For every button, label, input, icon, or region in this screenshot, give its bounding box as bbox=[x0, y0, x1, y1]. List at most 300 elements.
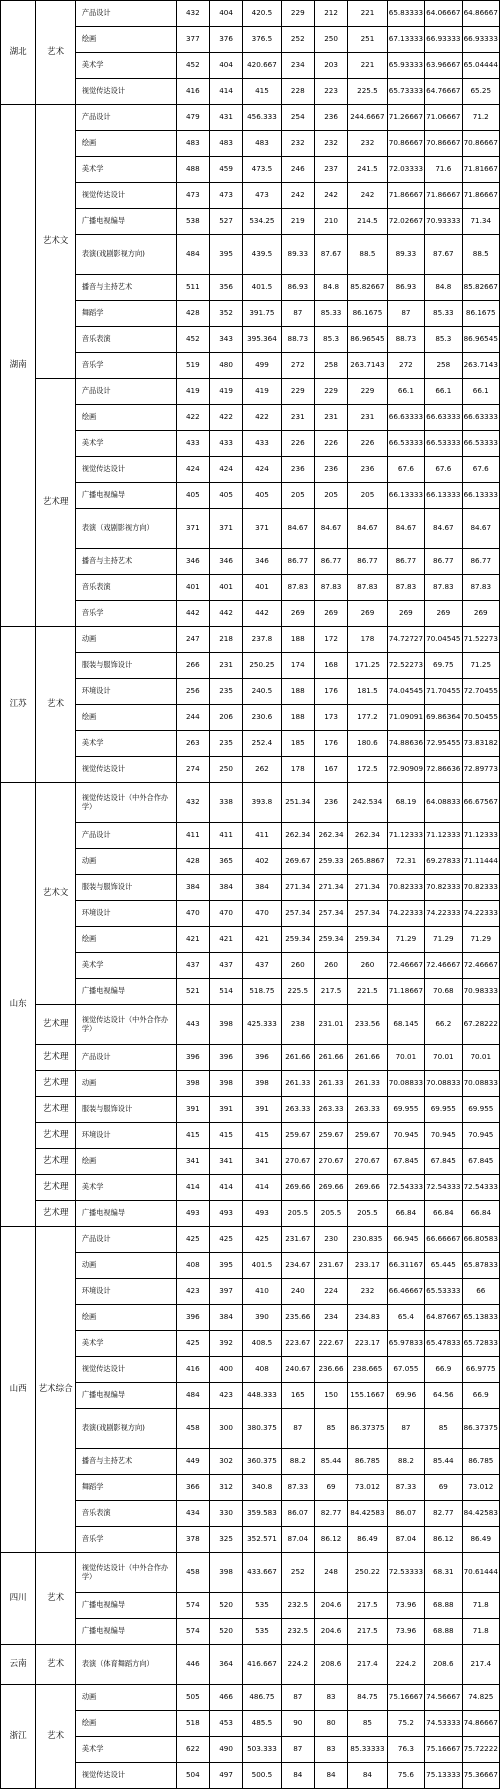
avg-score-cell: 230.6 bbox=[243, 705, 281, 731]
table-row bbox=[1, 235, 500, 275]
avg-score-cell: 439.5 bbox=[243, 235, 281, 275]
max-score-cell: 428 bbox=[176, 849, 209, 875]
sub-avg-cell: 260 bbox=[348, 953, 388, 979]
avg-score-cell: 410 bbox=[243, 1279, 281, 1305]
max-score-cell: 443 bbox=[176, 1005, 209, 1045]
sub-avg-cell: 177.2 bbox=[348, 705, 388, 731]
table-row bbox=[1, 1071, 500, 1097]
comp-min-cell: 66.13333 bbox=[425, 483, 462, 509]
comp-max-cell: 84.67 bbox=[387, 509, 424, 549]
comp-avg-cell: 70.61444 bbox=[462, 1553, 499, 1593]
avg-score-cell: 424 bbox=[243, 457, 281, 483]
sub-max-cell: 261.66 bbox=[281, 1045, 314, 1071]
sub-avg-cell: 262.34 bbox=[348, 823, 388, 849]
table-row bbox=[1, 705, 500, 731]
sub-max-cell: 205 bbox=[281, 483, 314, 509]
min-score-cell: 404 bbox=[209, 1, 242, 27]
comp-min-cell: 65.47833 bbox=[425, 1331, 462, 1357]
sub-avg-cell: 259.34 bbox=[348, 927, 388, 953]
comp-max-cell: 71.18667 bbox=[387, 979, 424, 1005]
min-score-cell: 364 bbox=[209, 1645, 242, 1685]
comp-avg-cell: 70.86667 bbox=[462, 131, 499, 157]
sub-min-cell: 87.67 bbox=[314, 235, 347, 275]
comp-avg-cell: 66.13333 bbox=[462, 483, 499, 509]
sub-min-cell: 261.33 bbox=[314, 1071, 347, 1097]
avg-score-cell: 402 bbox=[243, 849, 281, 875]
comp-avg-cell: 65.72833 bbox=[462, 1331, 499, 1357]
comp-max-cell: 71.26667 bbox=[387, 105, 424, 131]
table-row bbox=[1, 1553, 500, 1593]
min-score-cell: 376 bbox=[209, 27, 242, 53]
sub-avg-cell: 230.835 bbox=[348, 1227, 388, 1253]
sub-max-cell: 238 bbox=[281, 1005, 314, 1045]
min-score-cell: 398 bbox=[209, 1553, 242, 1593]
sub-avg-cell: 87.83 bbox=[348, 575, 388, 601]
min-score-cell: 423 bbox=[209, 1383, 242, 1409]
max-score-cell: 346 bbox=[176, 549, 209, 575]
category-cell: 艺术 bbox=[36, 1685, 76, 1789]
major-cell: 广播电视编导 bbox=[75, 1619, 176, 1645]
major-cell: 动画 bbox=[75, 627, 176, 653]
sub-avg-cell: 86.49 bbox=[348, 1527, 388, 1553]
max-score-cell: 416 bbox=[176, 79, 209, 105]
major-cell: 环境设计 bbox=[75, 679, 176, 705]
comp-avg-cell: 66 bbox=[462, 1279, 499, 1305]
min-score-cell: 493 bbox=[209, 1201, 242, 1227]
min-score-cell: 231 bbox=[209, 653, 242, 679]
avg-score-cell: 346 bbox=[243, 549, 281, 575]
table-row bbox=[1, 1737, 500, 1763]
comp-min-cell: 70.945 bbox=[425, 1123, 462, 1149]
major-cell: 视觉传达设计（中外合作办学） bbox=[75, 783, 176, 823]
comp-avg-cell: 269 bbox=[462, 601, 499, 627]
avg-score-cell: 359.583 bbox=[243, 1501, 281, 1527]
sub-max-cell: 234.67 bbox=[281, 1253, 314, 1279]
table-row bbox=[1, 1045, 500, 1071]
comp-min-cell: 66.2 bbox=[425, 1005, 462, 1045]
comp-avg-cell: 75.36667 bbox=[462, 1763, 499, 1789]
comp-min-cell: 85.33 bbox=[425, 301, 462, 327]
min-score-cell: 414 bbox=[209, 1175, 242, 1201]
sub-avg-cell: 221 bbox=[348, 1, 388, 27]
comp-min-cell: 86.12 bbox=[425, 1527, 462, 1553]
max-score-cell: 484 bbox=[176, 1383, 209, 1409]
max-score-cell: 366 bbox=[176, 1475, 209, 1501]
comp-max-cell: 71.86667 bbox=[387, 183, 424, 209]
sub-max-cell: 236 bbox=[281, 457, 314, 483]
sub-avg-cell: 259.67 bbox=[348, 1123, 388, 1149]
sub-avg-cell: 263.7143 bbox=[348, 353, 388, 379]
major-cell: 音乐表演 bbox=[75, 327, 176, 353]
sub-min-cell: 205.5 bbox=[314, 1201, 347, 1227]
max-score-cell: 538 bbox=[176, 209, 209, 235]
major-cell: 音乐表演 bbox=[75, 1501, 176, 1527]
comp-min-cell: 69 bbox=[425, 1475, 462, 1501]
avg-score-cell: 535 bbox=[243, 1593, 281, 1619]
avg-score-cell: 376.5 bbox=[243, 27, 281, 53]
comp-min-cell: 85.3 bbox=[425, 327, 462, 353]
min-score-cell: 235 bbox=[209, 679, 242, 705]
sub-max-cell: 260 bbox=[281, 953, 314, 979]
sub-max-cell: 240 bbox=[281, 1279, 314, 1305]
comp-min-cell: 70.01 bbox=[425, 1045, 462, 1071]
major-cell: 表演(戏剧影视方向) bbox=[75, 235, 176, 275]
sub-max-cell: 270.67 bbox=[281, 1149, 314, 1175]
sub-avg-cell: 257.34 bbox=[348, 901, 388, 927]
sub-min-cell: 259.34 bbox=[314, 927, 347, 953]
min-score-cell: 371 bbox=[209, 509, 242, 549]
table-row bbox=[1, 327, 500, 353]
sub-avg-cell: 233.17 bbox=[348, 1253, 388, 1279]
sub-min-cell: 217.5 bbox=[314, 979, 347, 1005]
sub-min-cell: 82.77 bbox=[314, 1501, 347, 1527]
comp-min-cell: 85.44 bbox=[425, 1449, 462, 1475]
table-row bbox=[1, 979, 500, 1005]
comp-avg-cell: 71.11444 bbox=[462, 849, 499, 875]
sub-min-cell: 259.33 bbox=[314, 849, 347, 875]
sub-avg-cell: 241.5 bbox=[348, 157, 388, 183]
major-cell: 产品设计 bbox=[75, 379, 176, 405]
table-row bbox=[1, 1201, 500, 1227]
major-cell: 广播电视编导 bbox=[75, 209, 176, 235]
comp-max-cell: 73.96 bbox=[387, 1619, 424, 1645]
sub-avg-cell: 269 bbox=[348, 601, 388, 627]
comp-min-cell: 68.31 bbox=[425, 1553, 462, 1593]
max-score-cell: 423 bbox=[176, 1279, 209, 1305]
avg-score-cell: 499 bbox=[243, 353, 281, 379]
major-cell: 视觉传达设计（中外合作办学） bbox=[75, 1553, 176, 1593]
major-cell: 美术学 bbox=[75, 1331, 176, 1357]
comp-max-cell: 71.09091 bbox=[387, 705, 424, 731]
sub-min-cell: 172 bbox=[314, 627, 347, 653]
avg-score-cell: 380.375 bbox=[243, 1409, 281, 1449]
comp-max-cell: 72.52273 bbox=[387, 653, 424, 679]
min-score-cell: 470 bbox=[209, 901, 242, 927]
comp-avg-cell: 70.01 bbox=[462, 1045, 499, 1071]
comp-max-cell: 72.54333 bbox=[387, 1175, 424, 1201]
province-cell: 山东 bbox=[1, 783, 36, 1227]
sub-avg-cell: 221 bbox=[348, 53, 388, 79]
sub-min-cell: 234 bbox=[314, 1305, 347, 1331]
max-score-cell: 449 bbox=[176, 1449, 209, 1475]
sub-max-cell: 269 bbox=[281, 601, 314, 627]
sub-avg-cell: 181.5 bbox=[348, 679, 388, 705]
max-score-cell: 411 bbox=[176, 823, 209, 849]
min-score-cell: 341 bbox=[209, 1149, 242, 1175]
comp-max-cell: 66.1 bbox=[387, 379, 424, 405]
sub-min-cell: 83 bbox=[314, 1685, 347, 1711]
comp-avg-cell: 88.5 bbox=[462, 235, 499, 275]
sub-avg-cell: 86.1675 bbox=[348, 301, 388, 327]
avg-score-cell: 456.333 bbox=[243, 105, 281, 131]
sub-min-cell: 168 bbox=[314, 653, 347, 679]
major-cell: 绘画 bbox=[75, 1149, 176, 1175]
min-score-cell: 514 bbox=[209, 979, 242, 1005]
major-cell: 舞蹈学 bbox=[75, 301, 176, 327]
category-cell: 艺术文 bbox=[36, 783, 76, 1005]
comp-max-cell: 70.08833 bbox=[387, 1071, 424, 1097]
sub-max-cell: 84 bbox=[281, 1763, 314, 1789]
min-score-cell: 346 bbox=[209, 549, 242, 575]
sub-avg-cell: 238.665 bbox=[348, 1357, 388, 1383]
min-score-cell: 392 bbox=[209, 1331, 242, 1357]
sub-avg-cell: 171.25 bbox=[348, 653, 388, 679]
sub-avg-cell: 271.34 bbox=[348, 875, 388, 901]
sub-avg-cell: 217.4 bbox=[348, 1645, 388, 1685]
province-cell: 山西 bbox=[1, 1227, 36, 1553]
sub-max-cell: 232.5 bbox=[281, 1619, 314, 1645]
comp-max-cell: 75.6 bbox=[387, 1763, 424, 1789]
comp-max-cell: 74.04545 bbox=[387, 679, 424, 705]
sub-avg-cell: 231 bbox=[348, 405, 388, 431]
avg-score-cell: 415 bbox=[243, 1123, 281, 1149]
comp-avg-cell: 66.67567 bbox=[462, 783, 499, 823]
comp-min-cell: 66.1 bbox=[425, 379, 462, 405]
avg-score-cell: 405 bbox=[243, 483, 281, 509]
sub-max-cell: 87 bbox=[281, 301, 314, 327]
sub-max-cell: 271.34 bbox=[281, 875, 314, 901]
sub-min-cell: 224 bbox=[314, 1279, 347, 1305]
category-cell: 艺术理 bbox=[36, 1123, 76, 1149]
min-score-cell: 414 bbox=[209, 79, 242, 105]
comp-max-cell: 70.01 bbox=[387, 1045, 424, 1071]
min-score-cell: 415 bbox=[209, 1123, 242, 1149]
sub-min-cell: 85.44 bbox=[314, 1449, 347, 1475]
sub-min-cell: 205 bbox=[314, 483, 347, 509]
comp-avg-cell: 86.37375 bbox=[462, 1409, 499, 1449]
min-score-cell: 396 bbox=[209, 1045, 242, 1071]
sub-min-cell: 258 bbox=[314, 353, 347, 379]
major-cell: 绘画 bbox=[75, 27, 176, 53]
sub-min-cell: 226 bbox=[314, 431, 347, 457]
comp-min-cell: 87.83 bbox=[425, 575, 462, 601]
comp-avg-cell: 263.7143 bbox=[462, 353, 499, 379]
table-row bbox=[1, 157, 500, 183]
sub-avg-cell: 180.6 bbox=[348, 731, 388, 757]
comp-min-cell: 82.77 bbox=[425, 1501, 462, 1527]
comp-max-cell: 87.04 bbox=[387, 1527, 424, 1553]
sub-max-cell: 87.83 bbox=[281, 575, 314, 601]
sub-min-cell: 85 bbox=[314, 1409, 347, 1449]
min-score-cell: 405 bbox=[209, 483, 242, 509]
province-cell: 四川 bbox=[1, 1553, 36, 1645]
min-score-cell: 250 bbox=[209, 757, 242, 783]
sub-min-cell: 84 bbox=[314, 1763, 347, 1789]
major-cell: 广播电视编导 bbox=[75, 1383, 176, 1409]
comp-min-cell: 64.08833 bbox=[425, 783, 462, 823]
sub-min-cell: 236 bbox=[314, 457, 347, 483]
max-score-cell: 483 bbox=[176, 131, 209, 157]
sub-max-cell: 90 bbox=[281, 1711, 314, 1737]
max-score-cell: 458 bbox=[176, 1553, 209, 1593]
comp-avg-cell: 73.012 bbox=[462, 1475, 499, 1501]
major-cell: 绘画 bbox=[75, 405, 176, 431]
comp-avg-cell: 74.22333 bbox=[462, 901, 499, 927]
min-score-cell: 497 bbox=[209, 1763, 242, 1789]
comp-min-cell: 64.56 bbox=[425, 1383, 462, 1409]
comp-avg-cell: 71.86667 bbox=[462, 183, 499, 209]
comp-avg-cell: 71.8 bbox=[462, 1593, 499, 1619]
comp-max-cell: 89.33 bbox=[387, 235, 424, 275]
sub-min-cell: 84.67 bbox=[314, 509, 347, 549]
comp-max-cell: 65.93333 bbox=[387, 53, 424, 79]
avg-score-cell: 433.667 bbox=[243, 1553, 281, 1593]
comp-max-cell: 67.055 bbox=[387, 1357, 424, 1383]
major-cell: 美术学 bbox=[75, 53, 176, 79]
comp-avg-cell: 70.08833 bbox=[462, 1071, 499, 1097]
table-row bbox=[1, 875, 500, 901]
sub-min-cell: 261.66 bbox=[314, 1045, 347, 1071]
comp-avg-cell: 65.87833 bbox=[462, 1253, 499, 1279]
comp-avg-cell: 86.49 bbox=[462, 1527, 499, 1553]
table-row bbox=[1, 79, 500, 105]
sub-avg-cell: 84.42583 bbox=[348, 1501, 388, 1527]
min-score-cell: 411 bbox=[209, 823, 242, 849]
comp-avg-cell: 72.46667 bbox=[462, 953, 499, 979]
major-cell: 广播电视编导 bbox=[75, 483, 176, 509]
category-cell: 艺术理 bbox=[36, 1097, 76, 1123]
sub-min-cell: 269.66 bbox=[314, 1175, 347, 1201]
table-body bbox=[1, 1, 500, 1789]
major-cell: 视觉传达设计 bbox=[75, 1763, 176, 1789]
table-row bbox=[1, 627, 500, 653]
min-score-cell: 520 bbox=[209, 1593, 242, 1619]
comp-min-cell: 74.56667 bbox=[425, 1685, 462, 1711]
avg-score-cell: 414 bbox=[243, 1175, 281, 1201]
max-score-cell: 428 bbox=[176, 301, 209, 327]
min-score-cell: 218 bbox=[209, 627, 242, 653]
category-cell: 艺术理 bbox=[36, 1201, 76, 1227]
sub-max-cell: 87.04 bbox=[281, 1527, 314, 1553]
sub-min-cell: 231.01 bbox=[314, 1005, 347, 1045]
major-cell: 广播电视编导 bbox=[75, 979, 176, 1005]
comp-max-cell: 71.29 bbox=[387, 927, 424, 953]
sub-min-cell: 262.34 bbox=[314, 823, 347, 849]
province-cell: 江苏 bbox=[1, 627, 36, 783]
category-cell: 艺术 bbox=[36, 1, 76, 105]
comp-max-cell: 76.3 bbox=[387, 1737, 424, 1763]
min-score-cell: 400 bbox=[209, 1357, 242, 1383]
sub-max-cell: 205.5 bbox=[281, 1201, 314, 1227]
min-score-cell: 330 bbox=[209, 1501, 242, 1527]
comp-max-cell: 65.83333 bbox=[387, 1, 424, 27]
table-row bbox=[1, 1175, 500, 1201]
category-cell: 艺术理 bbox=[36, 1149, 76, 1175]
comp-max-cell: 269 bbox=[387, 601, 424, 627]
major-cell: 美术学 bbox=[75, 731, 176, 757]
sub-avg-cell: 270.67 bbox=[348, 1149, 388, 1175]
comp-avg-cell: 66.80583 bbox=[462, 1227, 499, 1253]
avg-score-cell: 420.667 bbox=[243, 53, 281, 79]
table-row bbox=[1, 953, 500, 979]
comp-avg-cell: 72.54333 bbox=[462, 1175, 499, 1201]
major-cell: 绘画 bbox=[75, 1305, 176, 1331]
sub-min-cell: 236.66 bbox=[314, 1357, 347, 1383]
comp-max-cell: 72.53333 bbox=[387, 1553, 424, 1593]
table-row bbox=[1, 1619, 500, 1645]
max-score-cell: 521 bbox=[176, 979, 209, 1005]
comp-avg-cell: 67.6 bbox=[462, 457, 499, 483]
comp-min-cell: 75.13333 bbox=[425, 1763, 462, 1789]
category-cell: 艺术文 bbox=[36, 105, 76, 379]
table-row bbox=[1, 731, 500, 757]
avg-score-cell: 419 bbox=[243, 379, 281, 405]
sub-max-cell: 259.67 bbox=[281, 1123, 314, 1149]
comp-max-cell: 73.96 bbox=[387, 1593, 424, 1619]
sub-min-cell: 210 bbox=[314, 209, 347, 235]
table-row bbox=[1, 457, 500, 483]
sub-max-cell: 225.5 bbox=[281, 979, 314, 1005]
sub-avg-cell: 85.82667 bbox=[348, 275, 388, 301]
sub-avg-cell: 84 bbox=[348, 1763, 388, 1789]
min-score-cell: 312 bbox=[209, 1475, 242, 1501]
comp-min-cell: 69.27833 bbox=[425, 849, 462, 875]
comp-min-cell: 71.12333 bbox=[425, 823, 462, 849]
avg-score-cell: 371 bbox=[243, 509, 281, 549]
comp-max-cell: 74.72727 bbox=[387, 627, 424, 653]
comp-avg-cell: 71.12333 bbox=[462, 823, 499, 849]
sub-avg-cell: 172.5 bbox=[348, 757, 388, 783]
table-row bbox=[1, 483, 500, 509]
table-row bbox=[1, 927, 500, 953]
avg-score-cell: 534.25 bbox=[243, 209, 281, 235]
table-row bbox=[1, 27, 500, 53]
avg-score-cell: 433 bbox=[243, 431, 281, 457]
comp-min-cell: 64.76667 bbox=[425, 79, 462, 105]
major-cell: 播音与主持艺术 bbox=[75, 275, 176, 301]
comp-avg-cell: 87.83 bbox=[462, 575, 499, 601]
sub-min-cell: 223 bbox=[314, 79, 347, 105]
avg-score-cell: 262 bbox=[243, 757, 281, 783]
sub-max-cell: 251.34 bbox=[281, 783, 314, 823]
sub-avg-cell: 178 bbox=[348, 627, 388, 653]
comp-max-cell: 67.845 bbox=[387, 1149, 424, 1175]
comp-min-cell: 75.16667 bbox=[425, 1737, 462, 1763]
avg-score-cell: 391 bbox=[243, 1097, 281, 1123]
sub-max-cell: 188 bbox=[281, 679, 314, 705]
comp-avg-cell: 75.72222 bbox=[462, 1737, 499, 1763]
sub-min-cell: 236 bbox=[314, 105, 347, 131]
avg-score-cell: 503.333 bbox=[243, 1737, 281, 1763]
sub-min-cell: 85.3 bbox=[314, 327, 347, 353]
province-cell: 湖北 bbox=[1, 1, 36, 105]
table-row bbox=[1, 1357, 500, 1383]
sub-avg-cell: 88.5 bbox=[348, 235, 388, 275]
sub-min-cell: 69 bbox=[314, 1475, 347, 1501]
max-score-cell: 574 bbox=[176, 1593, 209, 1619]
sub-max-cell: 269.66 bbox=[281, 1175, 314, 1201]
comp-min-cell: 65.53333 bbox=[425, 1279, 462, 1305]
comp-min-cell: 74.22333 bbox=[425, 901, 462, 927]
comp-avg-cell: 66.93333 bbox=[462, 27, 499, 53]
table-row bbox=[1, 575, 500, 601]
sub-avg-cell: 217.5 bbox=[348, 1619, 388, 1645]
sub-avg-cell: 223.17 bbox=[348, 1331, 388, 1357]
max-score-cell: 247 bbox=[176, 627, 209, 653]
comp-min-cell: 69.955 bbox=[425, 1097, 462, 1123]
max-score-cell: 505 bbox=[176, 1685, 209, 1711]
comp-max-cell: 71.12333 bbox=[387, 823, 424, 849]
avg-score-cell: 500.5 bbox=[243, 1763, 281, 1789]
major-cell: 美术学 bbox=[75, 157, 176, 183]
province-cell: 云南 bbox=[1, 1645, 36, 1685]
major-cell: 绘画 bbox=[75, 705, 176, 731]
avg-score-cell: 425 bbox=[243, 1227, 281, 1253]
major-cell: 音乐学 bbox=[75, 601, 176, 627]
comp-avg-cell: 71.34 bbox=[462, 209, 499, 235]
avg-score-cell: 390 bbox=[243, 1305, 281, 1331]
comp-max-cell: 87 bbox=[387, 1409, 424, 1449]
